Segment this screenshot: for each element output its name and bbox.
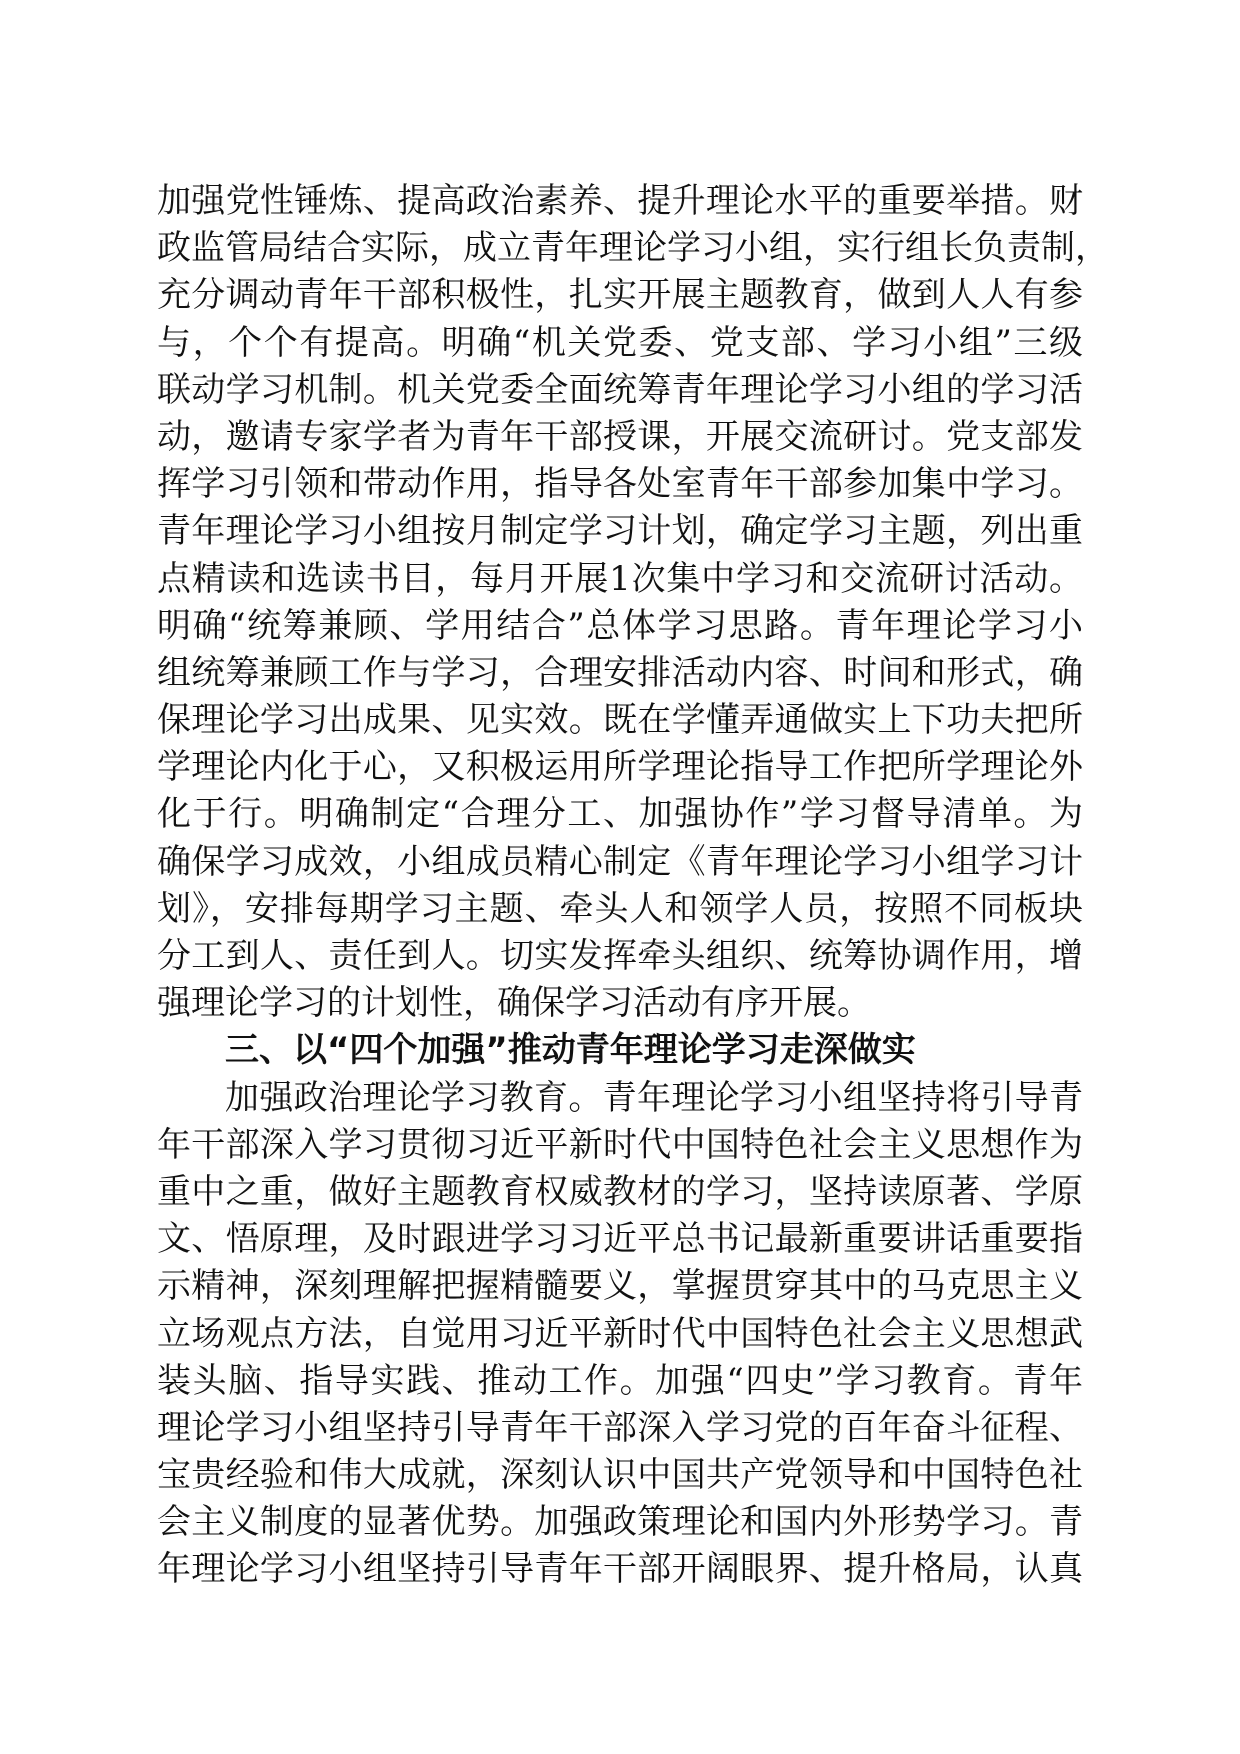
body-line: 充分调动青年干部积极性，扎实开展主题教育，做到人人有参 <box>157 275 1083 316</box>
body-line: 明确“统筹兼顾、学用结合”总体学习思路。青年理论学习小 <box>157 605 1083 646</box>
body-line: 立场观点方法，自觉用习近平新时代中国特色社会主义思想武 <box>157 1313 1083 1354</box>
body-line: 联动学习机制。机关党委全面统筹青年理论学习小组的学习活 <box>157 369 1083 410</box>
body-line: 学理论内化于心，又积极运用所学理论指导工作把所学理论外 <box>157 747 1083 788</box>
body-line: 会主义制度的显著优势。加强政策理论和国内外形势学习。青 <box>157 1502 1083 1543</box>
body-line: 化于行。明确制定“合理分工、加强协作”学习督导清单。为 <box>157 794 1083 835</box>
body-line: 重中之重，做好主题教育权威教材的学习，坚持读原著、学原 <box>157 1171 1083 1212</box>
section-heading: 三、以“四个加强”推动青年理论学习走深做实 <box>225 1030 916 1071</box>
document-body <box>157 178 1109 1594</box>
body-line: 年理论学习小组坚持引导青年干部开阔眼界、提升格局，认真 <box>157 1549 1083 1590</box>
body-line: 加强党性锤炼、提高政治素养、提升理论水平的重要举措。财 <box>157 181 1083 221</box>
body-line: 划》，安排每期学习主题、牵头人和领学人员，按照不同板块 <box>157 888 1083 929</box>
body-line: 文、悟原理，及时跟进学习习近平总书记最新重要讲话重要指 <box>157 1219 1083 1260</box>
body-line: 年干部深入学习贯彻习近平新时代中国特色社会主义思想作为 <box>157 1124 1083 1165</box>
body-line: 组统筹兼顾工作与学习，合理安排活动内容、时间和形式，确 <box>157 652 1083 693</box>
body-line: 动，邀请专家学者为青年干部授课，开展交流研讨。党支部发 <box>157 416 1083 457</box>
body-line: 示精神，深刻理解把握精髓要义，掌握贯穿其中的马克思主义 <box>157 1266 1083 1307</box>
body-line: 加强政治理论学习教育。青年理论学习小组坚持将引导青 <box>225 1077 1083 1118</box>
body-line: 保理论学习出成果、见实效。既在学懂弄通做实上下功夫把所 <box>157 700 1083 741</box>
body-line: 强理论学习的计划性，确保学习活动有序开展。 <box>157 983 871 1024</box>
body-line: 分工到人、责任到人。切实发挥牵头组织、统筹协调作用，增 <box>157 936 1083 976</box>
body-line: 装头脑、指导实践、推动工作。加强“四史”学习教育。青年 <box>157 1360 1083 1401</box>
body-line: 确保学习成效，小组成员精心制定《青年理论学习小组学习计 <box>157 841 1083 882</box>
body-line: 挥学习引领和带动作用，指导各处室青年干部参加集中学习。 <box>157 464 1083 505</box>
body-line: 宝贵经验和伟大成就，深刻认识中国共产党领导和中国特色社 <box>157 1455 1083 1496</box>
body-line: 政监管局结合实际，成立青年理论学习小组，实行组长负责制， <box>157 228 1109 269</box>
body-line: 青年理论学习小组按月制定学习计划，确定学习主题，列出重 <box>157 511 1083 552</box>
body-line: 理论学习小组坚持引导青年干部深入学习党的百年奋斗征程、 <box>157 1407 1083 1448</box>
body-line: 与，个个有提高。明确“机关党委、党支部、学习小组”三级 <box>157 322 1083 363</box>
body-line: 点精读和选读书目，每月开展1次集中学习和交流研讨活动。 <box>157 558 1083 599</box>
